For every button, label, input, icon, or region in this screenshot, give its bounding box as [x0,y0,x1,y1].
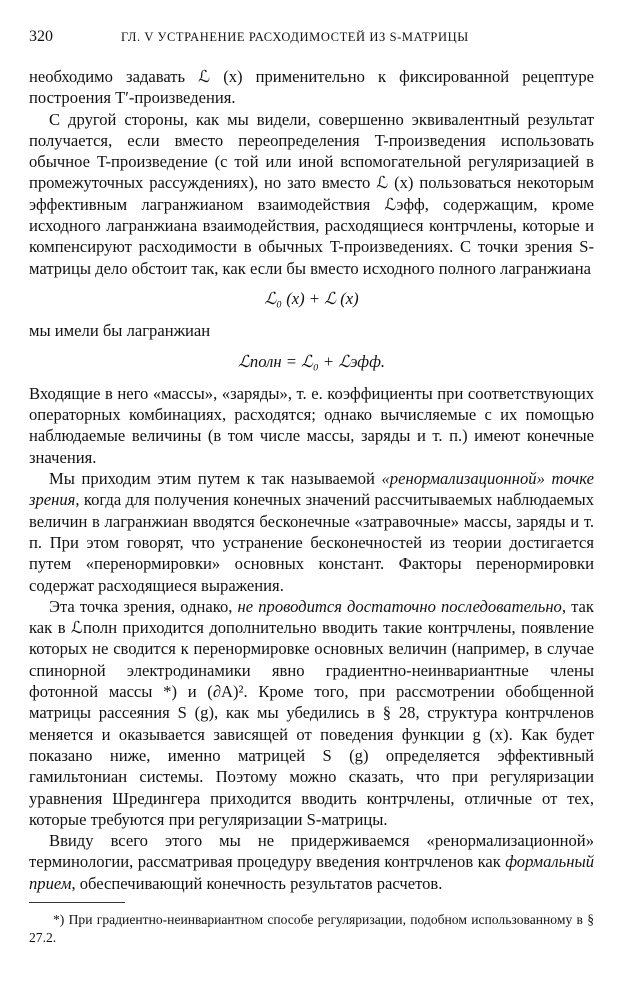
footnote: *) При градиентно-неинвариантном способе регуляризации, подобном использованному в § 27.2. [29,912,594,945]
paragraph-5-text-end: , так как в ℒполн приходится дополнительно вводить такие контрчлены, появление которых не сводится к перенормировке основных величин (например, в случае спинорной электродинамики явно градиентно-неинвариантные члены фотонной массы *) и (∂A)². Кроме того, при рассмотрении обобщенной матрицы рассеяния S (g), как мы убедились в § 28, структура контрчленов меняется и оказывается зависящей от поведения функции g (x). Как будет показано ниже, именно матрицей S (g) определяется эффективный гамильтониан системы. Поэтому можно сказать, что при регуляризации уравнения Шредингера приходится вводить контрчлены, отличные от тех, которые требуются при регуляризации S-матрицы. [29,596,594,829]
paragraph-6-text-start: Ввиду всего этого мы не придерживаемся «ренормализационной» терминологии, рассматривая процедуру введения контрчленов как [29,831,594,872]
paragraph-6-emphasis: формальный прием [29,852,594,893]
paragraph-4 [29,468,594,596]
page-number: 320 [29,28,53,45]
footnote-divider [29,902,125,903]
paragraph-4-emphasis: «ренормализационной» точке зрения [29,469,594,510]
paragraph-5 [29,596,594,830]
text-between-formulas: мы имели бы лагранжиан [29,321,211,341]
formula-total-lagrangian: ℒполн = ℒ₀ + ℒэфф. [237,351,386,371]
paragraph-3: Входящие в него «массы», «заряды», т. е. коэффициенты при соответствующих операторных комбинациях, расходятся; однако вычисляемые с их помощью наблюдаемые величины (в том числе массы, заряды и т. п.) имеют конечные значения. [29,383,594,467]
paragraph-5-text-start: Эта точка зрения, однако, [49,596,238,616]
paragraph-1: необходимо задавать ℒ (x) применительно к фиксированной рецептуре построения T′-произведения. [29,67,594,108]
paragraph-6-text-end: , обеспечивающий конечность результатов расчетов. [71,873,443,893]
page-header [29,28,594,50]
paragraph-6 [29,830,594,894]
paragraph-4-text-start: Мы приходим этим путем к так называемой [49,469,382,489]
running-title: ГЛ. V УСТРАНЕНИЕ РАСХОДИМОСТЕЙ ИЗ S-МАТРИЦЫ [121,30,469,44]
paragraph-4-text-end: , когда для получения конечных значений рассчитываемых наблюдаемых величин в лагранжиан вводятся бесконечные «затравочные» массы, заряды и т. п. При этом говорят, что устранение бесконечностей из теории достигается путем «перенормировки» основных констант. Факторы перенормировки содержат расходящиеся выражения. [29,490,594,595]
paragraph-2: С другой стороны, как мы видели, совершенно эквивалентный результат получается, если вместо переопределения T-произведения использовать обычное T-произведение (с той или иной вспомогательной регуляризацией в промежуточных рассуждениях), но зато вместо ℒ (x) пользоваться некоторым эффективным лагранжианом взаимодействия ℒэфф, содержащим, кроме исходного лагранжиана взаимодействия, расходящиеся контрчлены, которые и компенсируют расходимости в обычных T-произведениях. С точки зрения S-матрицы дело обстоит так, как если бы вместо исходного полного лагранжиана [29,109,594,278]
main-text [29,66,594,894]
formula-full-lagrangian: ℒ₀ (x) + ℒ (x) [264,288,359,308]
paragraph-5-emphasis: не проводится достаточно последовательно [237,596,562,616]
